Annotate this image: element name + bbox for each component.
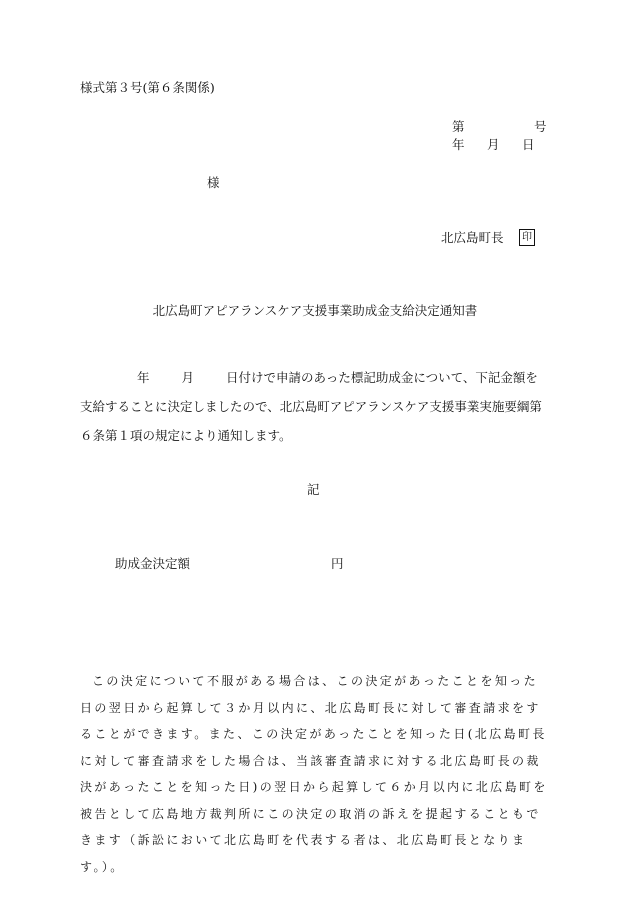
document-number-line xyxy=(452,121,547,134)
body-paragraph xyxy=(80,363,550,450)
seal-mark: 印 xyxy=(519,229,535,246)
date-year: 年 xyxy=(452,137,465,152)
form-label: 様式第３号(第６条関係) xyxy=(80,80,215,95)
mayor-title: 北広島町長 xyxy=(441,230,504,245)
issue-date-line xyxy=(452,139,535,152)
date-day: 日 xyxy=(522,137,535,152)
amount-label: 助成金決定額 xyxy=(115,556,191,571)
body-month: 月 xyxy=(181,370,195,385)
body-text: 日付けで申請のあった標記助成金について、下記金額を支給することに決定しましたので、北広島町アピアランスケア支援事業実施要綱第６条第１項の規定により通知します。 xyxy=(80,370,542,443)
ki-heading: 記 xyxy=(307,482,320,497)
appeal-notice: この決定について不服がある場合は、この決定があったことを知った日の翌日から起算して３か月以内に、北広島町長に対して審査請求をすることができます。また、この決定があったことを知った日(北広島町長に対して審査請求をした場合は、当該審査請求に対する北広島町長の裁決があったことを知った日)の翌日から起算して６か月以内に北広島町を被告として広島地方裁判所にこの決定の取消の訴えを提起することもできます（訴訟において北広島町を代表する者は、北広島町長となります。）。 xyxy=(80,674,548,874)
date-month: 月 xyxy=(487,137,500,152)
amount-unit: 円 xyxy=(331,556,344,571)
number-suffix: 号 xyxy=(534,119,547,134)
body-year: 年 xyxy=(137,370,150,385)
recipient-suffix: 様 xyxy=(207,175,220,190)
document-title: 北広島町アピアランスケア支援事業助成金支給決定通知書 xyxy=(152,303,478,318)
number-prefix: 第 xyxy=(452,119,465,134)
